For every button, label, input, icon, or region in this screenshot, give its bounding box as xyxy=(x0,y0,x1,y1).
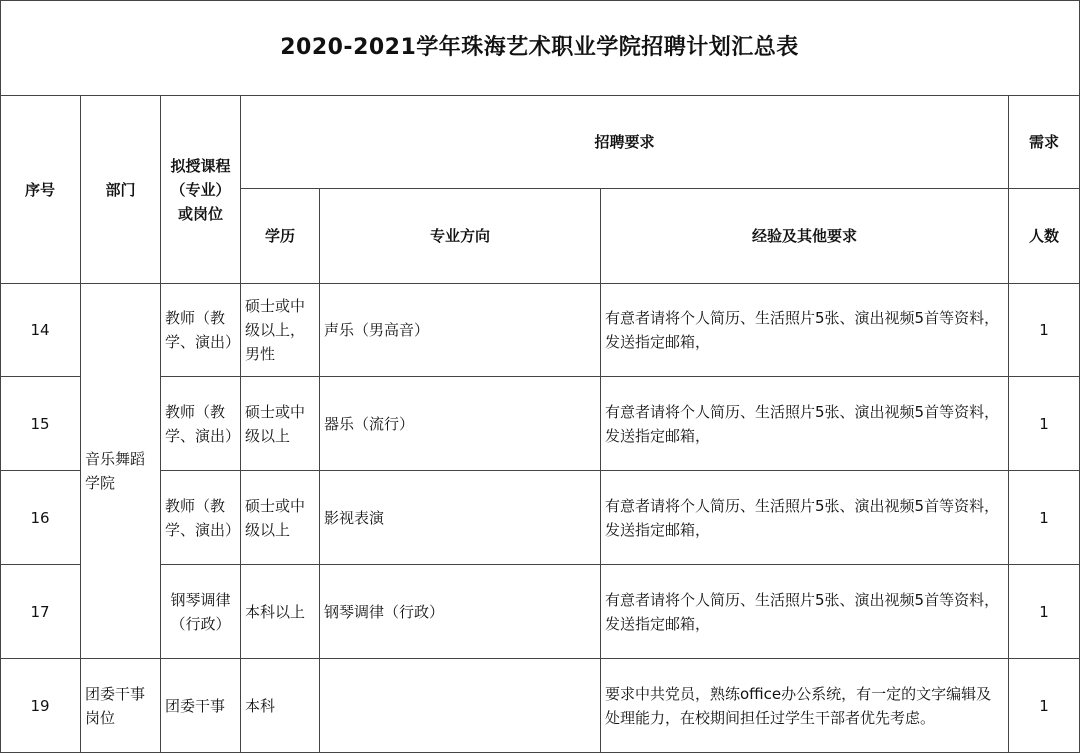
row-experience: 有意者请将个人简历、生活照片5张、演出视频5首等资料，发送指定邮箱， xyxy=(601,284,1009,377)
row-course: 钢琴调律（行政） xyxy=(161,565,241,659)
row-education: 硕士或中级以上 xyxy=(241,377,320,471)
row-education: 本科 xyxy=(241,659,320,753)
row-course: 团委干事 xyxy=(161,659,241,753)
row-course: 教师（教学、演出） xyxy=(161,471,241,565)
row-major: 钢琴调律（行政） xyxy=(320,565,601,659)
row-seq: 19 xyxy=(0,659,81,753)
row-seq: 15 xyxy=(0,377,81,471)
row-dept: 团委干事岗位 xyxy=(81,659,161,753)
row-seq: 17 xyxy=(0,565,81,659)
header-major: 专业方向 xyxy=(320,189,601,284)
header-education: 学历 xyxy=(241,189,320,284)
row-seq: 14 xyxy=(0,284,81,377)
row-education: 硕士或中级以上，男性 xyxy=(241,284,320,377)
row-education: 本科以上 xyxy=(241,565,320,659)
header-seq: 序号 xyxy=(0,96,81,284)
row-course: 教师（教学、演出） xyxy=(161,377,241,471)
row-count: 1 xyxy=(1009,471,1080,565)
row-course: 教师（教学、演出） xyxy=(161,284,241,377)
row-major: 影视表演 xyxy=(320,471,601,565)
row-experience: 有意者请将个人简历、生活照片5张、演出视频5首等资料，发送指定邮箱， xyxy=(601,377,1009,471)
row-major xyxy=(320,659,601,753)
table-title: 2020-2021学年珠海艺术职业学院招聘计划汇总表 xyxy=(0,0,1080,96)
header-demand-top: 需求 xyxy=(1009,96,1080,189)
header-requirements: 招聘要求 xyxy=(241,96,1009,189)
row-experience: 要求中共党员，熟练office办公系统，有一定的文字编辑及处理能力，在校期间担任过学生干部者优先考虑。 xyxy=(601,659,1009,753)
header-demand-bottom: 人数 xyxy=(1009,189,1080,284)
row-experience: 有意者请将个人简历、生活照片5张、演出视频5首等资料，发送指定邮箱， xyxy=(601,471,1009,565)
row-count: 1 xyxy=(1009,284,1080,377)
header-dept: 部门 xyxy=(81,96,161,284)
row-major: 声乐（男高音） xyxy=(320,284,601,377)
dept-cell-merged: 音乐舞蹈学院 xyxy=(81,284,161,659)
row-seq: 16 xyxy=(0,471,81,565)
row-major: 器乐（流行） xyxy=(320,377,601,471)
row-experience: 有意者请将个人简历、生活照片5张、演出视频5首等资料，发送指定邮箱， xyxy=(601,565,1009,659)
row-count: 1 xyxy=(1009,659,1080,753)
header-course: 拟授课程（专业）或岗位 xyxy=(161,96,241,284)
row-count: 1 xyxy=(1009,377,1080,471)
header-experience: 经验及其他要求 xyxy=(601,189,1009,284)
row-count: 1 xyxy=(1009,565,1080,659)
row-education: 硕士或中级以上 xyxy=(241,471,320,565)
